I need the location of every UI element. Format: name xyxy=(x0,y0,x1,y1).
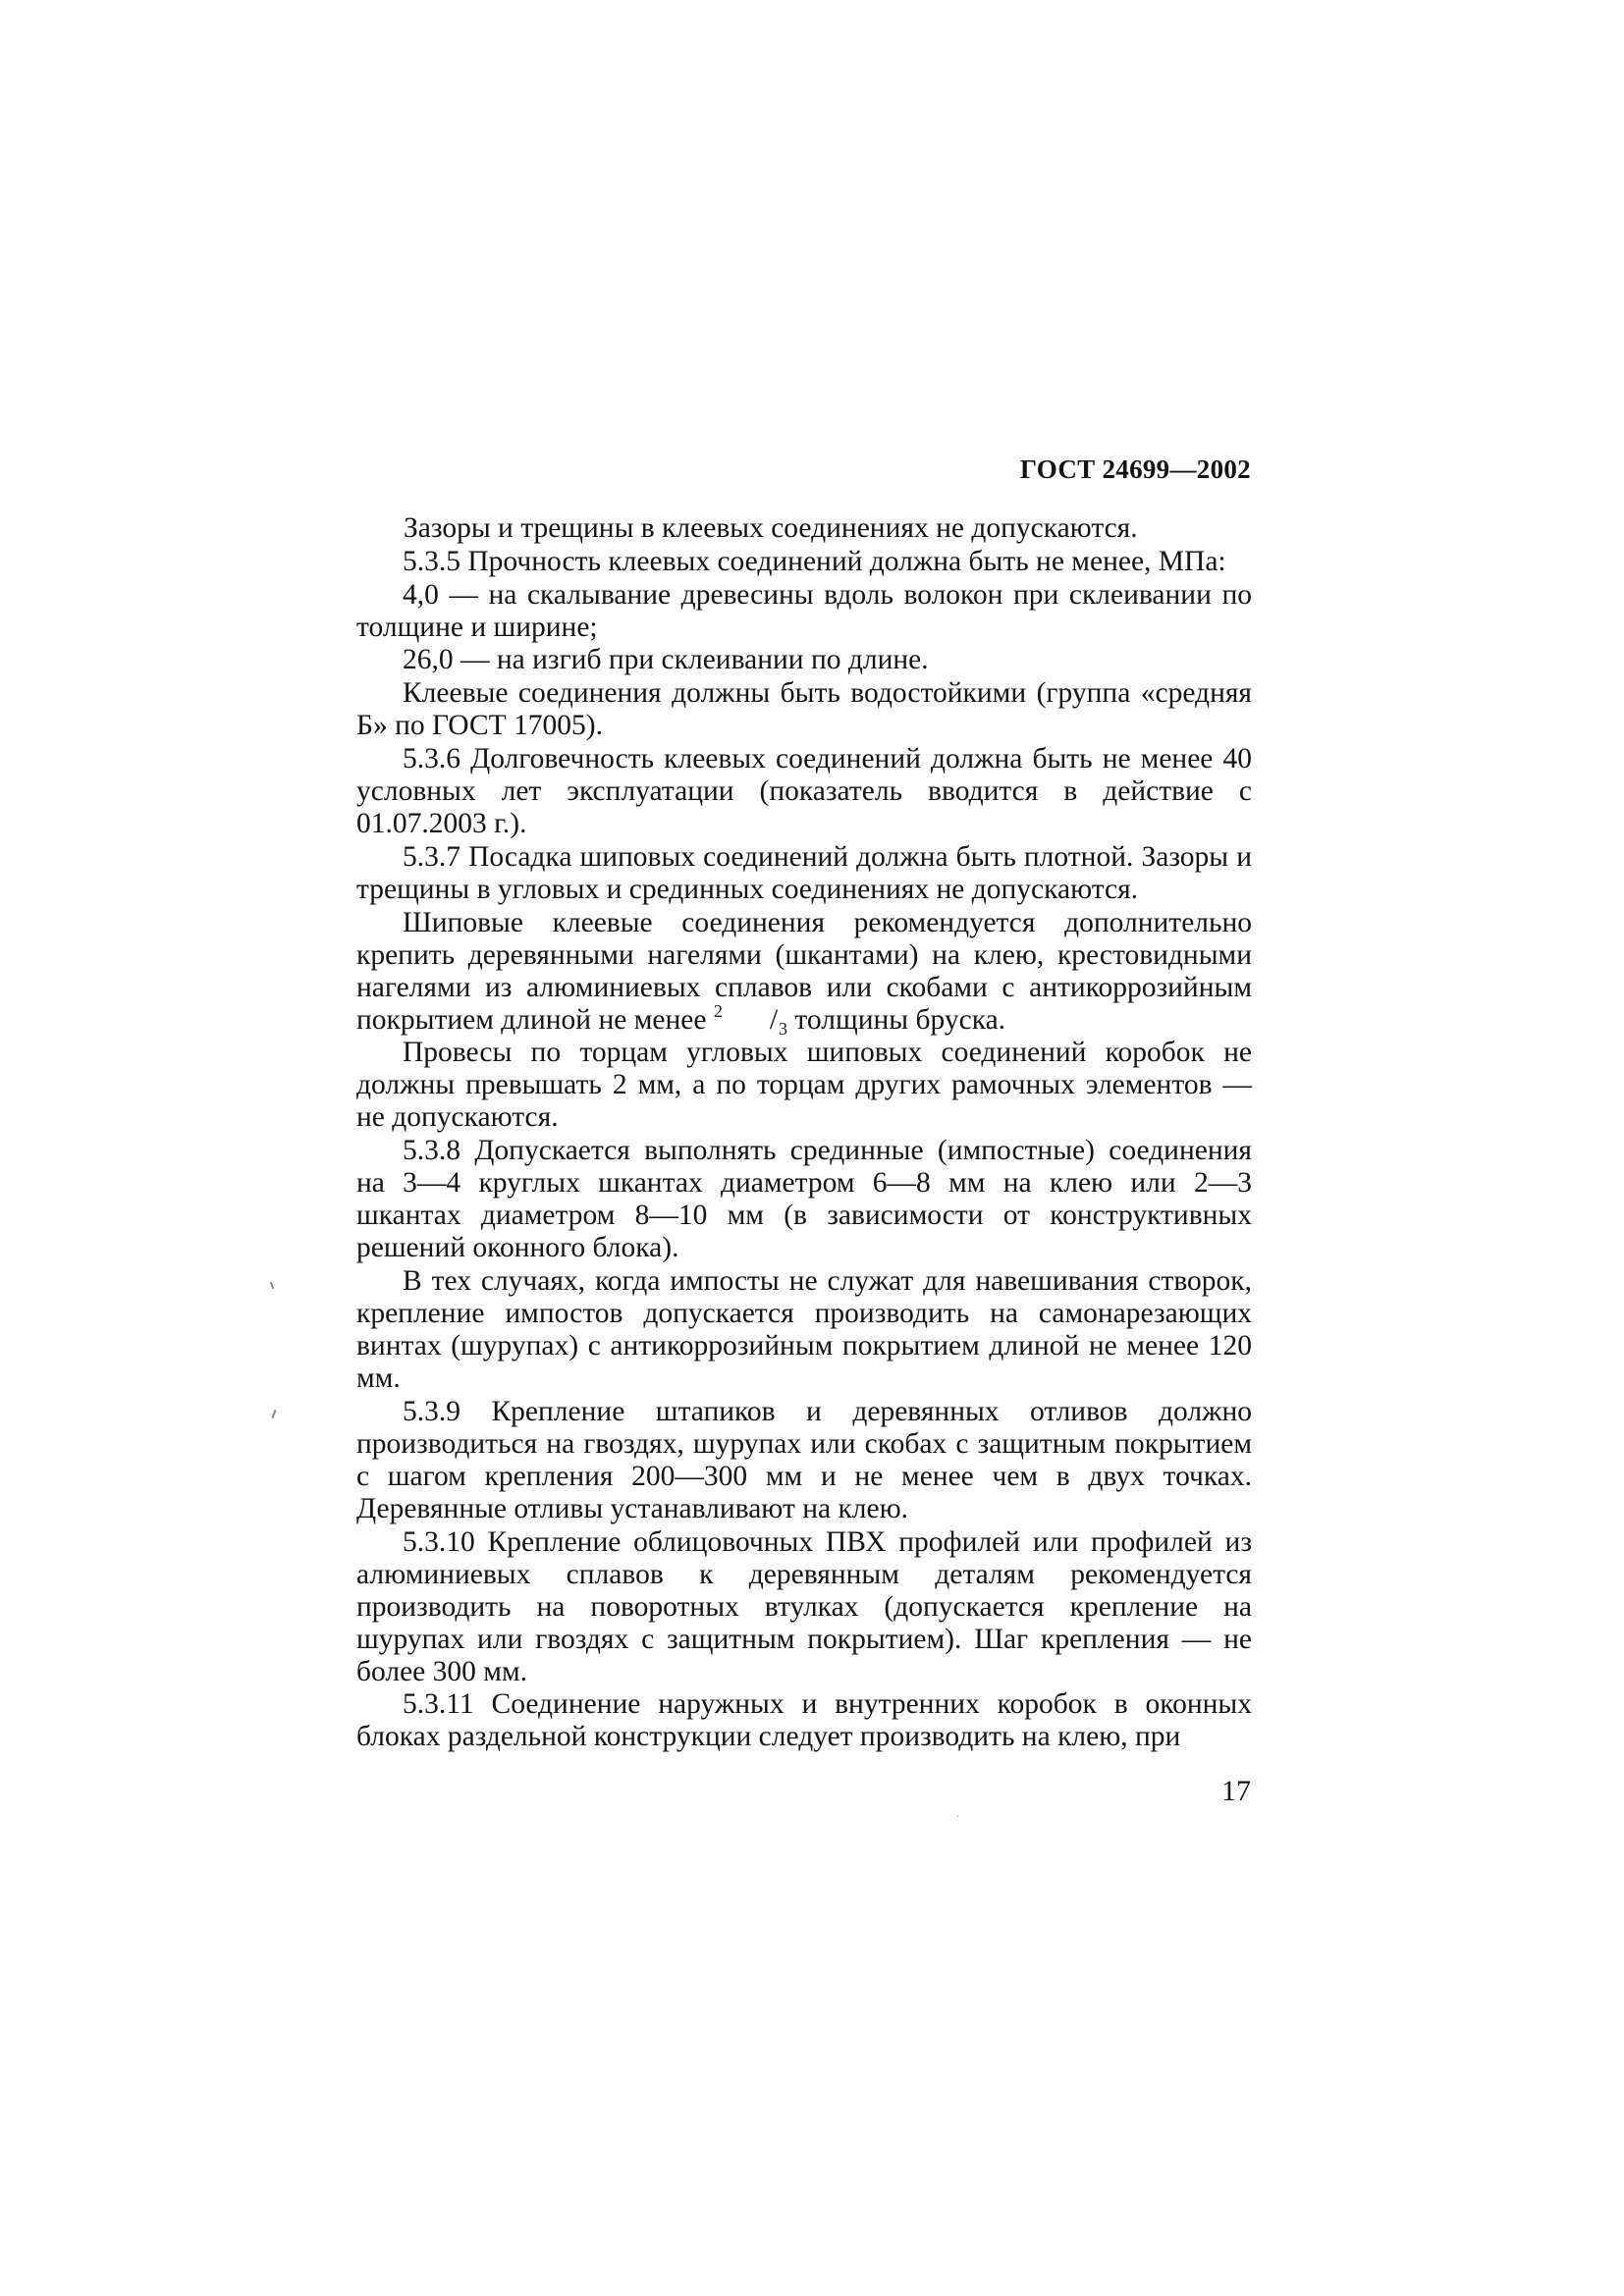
paragraph-11: В тех случаях, когда импосты не служат для навешивания створок, крепление импостов допускается производить на самонарезающих винтах (шурупах) с антикоррозийным покрытием длиной не менее 120 мм. xyxy=(356,1264,1252,1394)
scan-speck xyxy=(272,1410,277,1418)
paragraph-10: 5.3.8 Допускается выполнять срединные (импостные) соединения на 3—4 круглых шкантах диаметром 6—8 мм на клею или 2—3 шкантах диаметром 8—10 мм (в зависимости от конструктивных решений оконного блока). xyxy=(356,1135,1252,1264)
fraction-numerator: 2 xyxy=(713,1000,723,1021)
scan-speck xyxy=(270,1282,274,1289)
paragraph-12: 5.3.9 Крепление штапиков и деревянных отливов должно производиться на гвоздях, шурупах или скобах с защитным покрытием с шагом крепления 200—300 мм и не менее чем в двух точках. Деревянные отливы устанавливают на клею. xyxy=(356,1395,1252,1524)
paragraph-8 xyxy=(356,907,1252,1037)
paragraph-14: 5.3.11 Соединение наружных и внутренних коробок в оконных блоках раздельной конструкции следует производить на клею, при xyxy=(356,1688,1252,1753)
paragraph-13: 5.3.10 Крепление облицовочных ПВХ профилей или профилей из алюминиевых сплавов к деревянным деталям рекомендуется производить на поворотных втулках (допускается крепление на шурупах или гвоздях с защитным покрытием). Шаг крепления — не более 300 мм. xyxy=(356,1525,1252,1687)
paragraph-3: 4,0 — на скалывание древесины вдоль волокон при склеивании по толщине и ширине; xyxy=(356,578,1252,643)
paragraph-1: Зазоры и трещины в клеевых соединениях не допускаются. xyxy=(404,512,1138,544)
fraction-slash: / xyxy=(769,1003,779,1036)
document-body xyxy=(356,512,1252,1754)
paragraph-8-before: Шиповые клеевые соединения рекомендуется дополнительно крепить деревянными нагелями (шкантами) на клею, крестовидными нагелями из алюминиевых сплавов или скобами с антикоррозийным покрытием длиной не менее xyxy=(356,906,1252,1036)
paragraph-8-after: толщины бруска. xyxy=(794,1003,1006,1036)
paragraph-4: 26,0 — на изгиб при склеивании по длине. xyxy=(403,644,929,676)
document-code-header: ГОСТ 24699—2002 xyxy=(1019,454,1251,484)
paragraph-5: Клеевые соединения должны быть водостойкими (группа «средняя Б» по ГОСТ 17005). xyxy=(356,677,1252,742)
scan-speck xyxy=(957,1815,958,1817)
paragraph-9: Провесы по торцам угловых шиповых соединений коробок не должны превышать 2 мм, а по торцам других рамочных элементов — не допускаются. xyxy=(356,1037,1252,1134)
paragraph-7: 5.3.7 Посадка шиповых соединений должна быть плотной. Зазоры и трещины в угловых и срединных соединениях не допускаются. xyxy=(356,840,1252,905)
fraction-two-thirds xyxy=(713,1000,788,1039)
fraction-denominator: 3 xyxy=(779,1018,788,1039)
paragraph-2: 5.3.5 Прочность клеевых соединений должна быть не менее, МПа: xyxy=(403,545,1226,577)
page-number: 17 xyxy=(1221,1775,1251,1807)
paragraph-6: 5.3.6 Долговечность клеевых соединений должна быть не менее 40 условных лет эксплуатации (показатель вводится в действие с 01.07.2003 г.). xyxy=(356,742,1252,839)
